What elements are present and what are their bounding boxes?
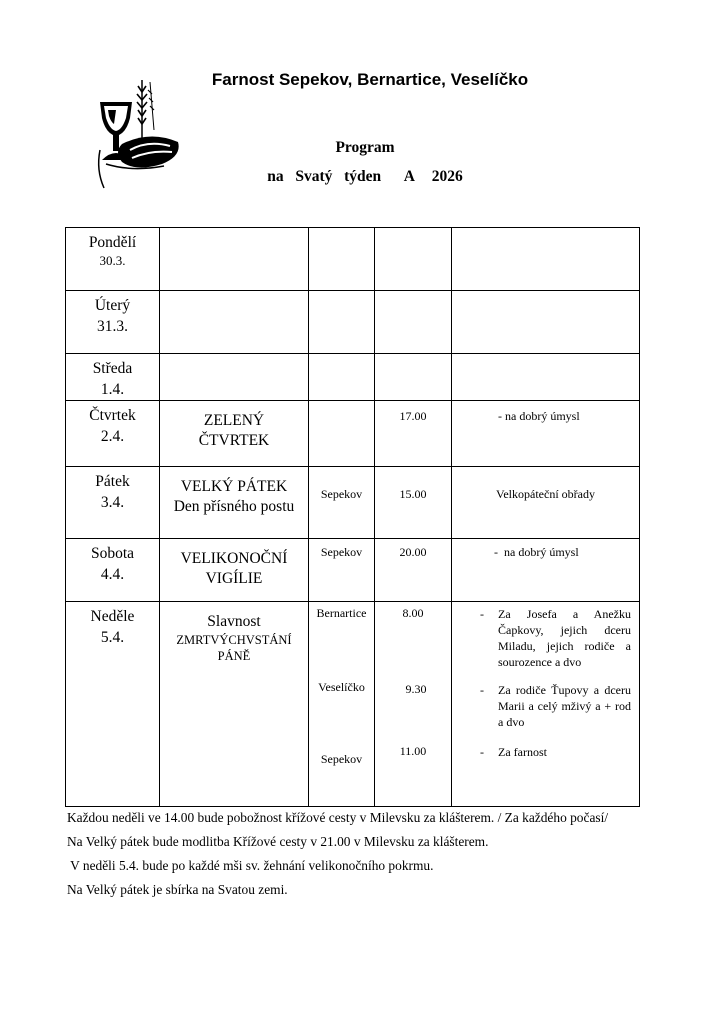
time-cell <box>375 354 452 401</box>
day-cell <box>66 401 160 467</box>
document-title: Farnost Sepekov, Bernartice, Veselíčko <box>211 70 529 89</box>
mass-intention: Za rodiče Ťupovy a dceru Marii a celý mživý a + rod a dvo <box>498 683 631 729</box>
notes-section <box>67 806 667 902</box>
mass-time: 11.00 <box>399 744 427 758</box>
celebration-name-line1: Slavnost <box>207 613 261 630</box>
celebration-name-line2: VIGÍLIE <box>205 570 263 587</box>
mass-time: 17.00 <box>399 409 427 423</box>
table-row <box>66 467 640 539</box>
mass-place: Veselíčko <box>318 680 365 694</box>
day-cell <box>66 291 160 354</box>
place-cell <box>309 291 375 354</box>
day-date: 30.3. <box>99 253 126 268</box>
intention-cell <box>452 602 640 807</box>
place-cell <box>309 467 375 539</box>
mass-place: Sepekov <box>320 752 363 766</box>
place-cell <box>309 401 375 467</box>
day-cell <box>66 539 160 602</box>
mass-intention: Za Josefa a Anežku Čapkovy, jejich dceru Miladu, jejich rodiče a sourozence a dvo <box>498 607 631 669</box>
time-cell <box>375 291 452 354</box>
time-cell <box>375 539 452 602</box>
name-cell <box>160 401 309 467</box>
name-cell <box>160 354 309 401</box>
note-paragraph: Každou neděli ve 14.00 bude pobožnost křížové cesty v Milevsku za klášterem. / Za každého počasí/ <box>67 810 609 825</box>
day-date: 2.4. <box>100 428 125 445</box>
mass-time: 20.00 <box>399 545 427 559</box>
day-date: 4.4. <box>100 566 125 583</box>
name-cell <box>160 467 309 539</box>
time-cell <box>375 228 452 291</box>
note-paragraph: Na Velký pátek bude modlitba Křížové cesty v 21.00 v Milevsku za klášterem. <box>67 834 489 849</box>
table-row <box>66 602 640 807</box>
mass-place: Bernartice <box>316 606 367 620</box>
schedule-table <box>65 227 640 807</box>
mass-intention: - na dobrý úmysl <box>498 409 580 423</box>
program-heading: Program <box>335 139 395 156</box>
table-row <box>66 354 640 401</box>
day-date: 3.4. <box>100 494 125 511</box>
intention-cell <box>452 228 640 291</box>
celebration-name-line1: VELIKONOČNÍ <box>180 550 288 567</box>
mass-intention: Velkopáteční obřady <box>496 487 595 501</box>
table-row <box>66 228 640 291</box>
mass-time: 15.00 <box>399 487 427 501</box>
day-date: 5.4. <box>100 629 125 646</box>
celebration-name-line2: ČTVRTEK <box>198 432 270 449</box>
intention-cell <box>452 467 640 539</box>
day-name: Sobota <box>90 545 135 562</box>
table-row <box>66 291 640 354</box>
mass-place: Sepekov <box>320 487 363 501</box>
place-cell <box>309 539 375 602</box>
celebration-name-line1: VELKÝ PÁTEK <box>180 478 288 495</box>
name-cell <box>160 539 309 602</box>
intention-cell <box>452 401 640 467</box>
day-date: 31.3. <box>97 318 128 335</box>
day-cell <box>66 354 160 401</box>
mass-intention: - na dobrý úmysl <box>494 545 579 559</box>
table-row <box>66 539 640 602</box>
intention-cell <box>452 539 640 602</box>
table-row <box>66 401 640 467</box>
place-cell <box>309 228 375 291</box>
chalice-bread-logo-icon <box>92 80 182 192</box>
celebration-name-line2: ZMRTVÝCHVSTÁNÍ <box>176 633 292 647</box>
time-cell <box>375 602 452 807</box>
day-name: Středa <box>92 360 133 377</box>
list-dash: - <box>480 683 484 697</box>
mass-place: Sepekov <box>320 545 363 559</box>
celebration-name-line3: PÁNĚ <box>217 649 251 663</box>
time-cell <box>375 401 452 467</box>
note-paragraph: V neděli 5.4. bude po každé mši sv. žehnání velikonočního pokrmu. <box>67 858 434 873</box>
place-cell <box>309 602 375 807</box>
list-dash: - <box>480 745 484 759</box>
celebration-name-line2: Den přísného postu <box>173 498 295 515</box>
day-cell <box>66 228 160 291</box>
day-name: Neděle <box>90 608 135 625</box>
day-name: Pondělí <box>88 234 137 251</box>
mass-time: 8.00 <box>402 606 424 620</box>
mass-time: 9.30 <box>405 682 427 696</box>
intention-cell <box>452 291 640 354</box>
day-name: Čtvrtek <box>89 407 136 424</box>
time-cell <box>375 467 452 539</box>
name-cell <box>160 228 309 291</box>
mass-intention: Za farnost <box>498 745 547 759</box>
day-name: Pátek <box>95 473 130 490</box>
note-paragraph: Na Velký pátek je sbírka na Svatou zemi. <box>67 882 288 897</box>
day-cell <box>66 602 160 807</box>
intention-cell <box>452 354 640 401</box>
day-name: Úterý <box>94 297 131 314</box>
day-cell <box>66 467 160 539</box>
name-cell <box>160 602 309 807</box>
celebration-name-line1: ZELENÝ <box>203 412 265 429</box>
day-date: 1.4. <box>100 381 125 398</box>
program-subtitle: na Svatý týden A 2026 <box>267 168 463 185</box>
name-cell <box>160 291 309 354</box>
list-dash: - <box>480 607 484 621</box>
place-cell <box>309 354 375 401</box>
